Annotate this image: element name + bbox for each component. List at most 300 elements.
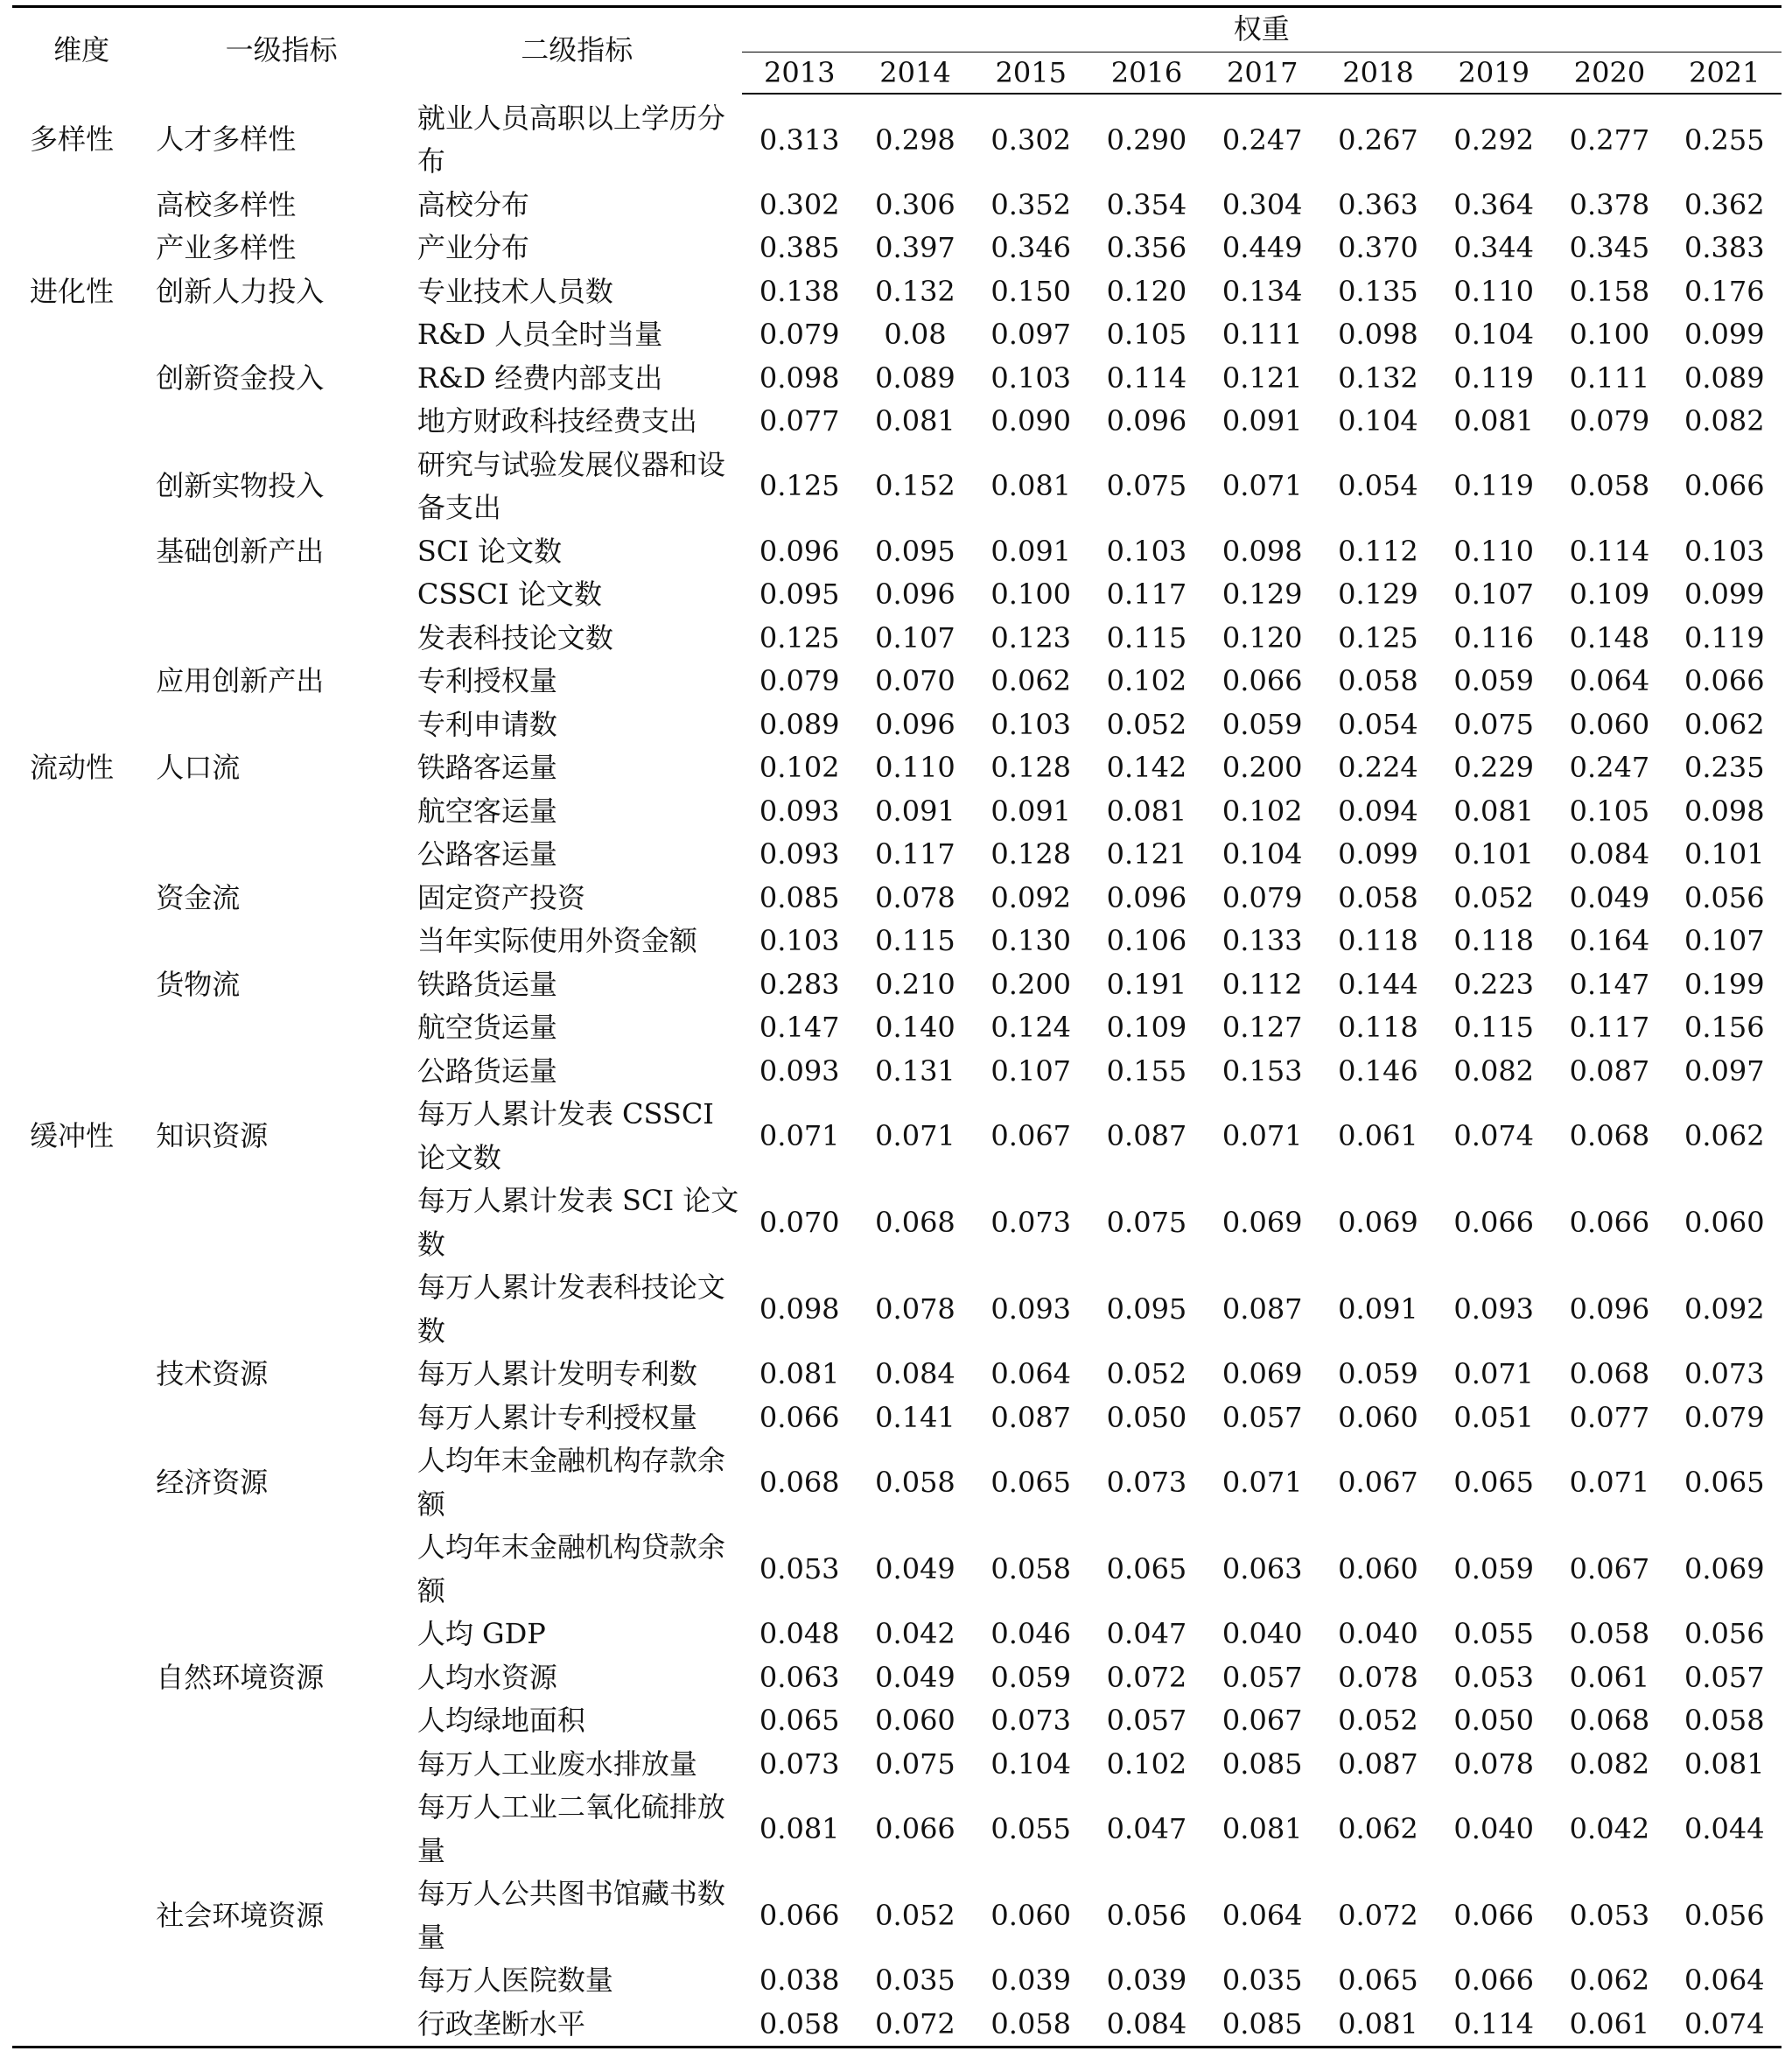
weight-value-cell: 0.068 — [1569, 1704, 1650, 1737]
table-row — [12, 746, 1782, 790]
weight-value-cell: 0.267 — [1338, 122, 1418, 157]
weight-value-cell: 0.096 — [875, 707, 956, 741]
dimension-cell — [12, 1786, 150, 1872]
dimension-cell — [12, 920, 150, 963]
weight-value-cell: 0.123 — [990, 620, 1072, 654]
dimension-cell — [12, 1526, 150, 1613]
dimension-cell — [12, 790, 150, 834]
level1-indicator-cell — [150, 2003, 412, 2048]
weight-value-cell: 0.066 — [1684, 469, 1765, 503]
weight-value-cell: 0.050 — [1453, 1704, 1535, 1737]
level2-indicator-cell: SCI 论文数 — [416, 534, 563, 568]
weight-value-cell: 0.120 — [1106, 274, 1187, 308]
weight-value-cell: 0.062 — [1684, 1118, 1765, 1152]
weight-value-cell: 0.073 — [759, 1746, 840, 1781]
weight-value-cell: 0.115 — [875, 924, 956, 957]
level2-indicator-cell: 专利授权量 — [416, 664, 557, 697]
weight-value-cell: 0.049 — [875, 1551, 956, 1586]
dimension-cell — [12, 1396, 150, 1440]
dimension-cell — [12, 1006, 150, 1050]
weight-value-cell: 0.071 — [1453, 1357, 1535, 1390]
weight-value-cell: 0.118 — [1453, 924, 1535, 957]
weight-value-cell: 0.223 — [1453, 967, 1535, 1001]
weight-value-cell: 0.111 — [1569, 360, 1650, 395]
level1-indicator-cell — [150, 313, 412, 357]
weight-value-cell: 0.079 — [1222, 880, 1303, 914]
weight-value-cell: 0.058 — [875, 1465, 956, 1499]
weight-value-cell: 0.229 — [1453, 751, 1535, 784]
weight-value-cell: 0.100 — [990, 578, 1072, 611]
weight-value-cell: 0.101 — [1684, 837, 1765, 871]
weight-value-cell: 0.075 — [1106, 1205, 1187, 1239]
weight-value-cell: 0.141 — [875, 1400, 956, 1434]
level2-indicator-cell: 发表科技论文数 — [416, 620, 613, 654]
level1-indicator-cell — [150, 1396, 412, 1440]
weight-value-cell: 0.049 — [875, 1660, 956, 1694]
header-year: 2018 — [1320, 52, 1436, 94]
weight-value-cell: 0.277 — [1569, 122, 1650, 157]
header-level1: 一级指标 — [150, 7, 412, 94]
weight-value-cell: 0.102 — [759, 751, 840, 784]
weight-value-cell: 0.052 — [875, 1898, 956, 1932]
level2-indicator-cell: 人均年末金融机构存款余额 — [416, 1444, 725, 1521]
weight-value-cell: 0.084 — [875, 1357, 956, 1390]
weight-value-cell: 0.283 — [759, 967, 840, 1001]
weight-value-cell: 0.082 — [1684, 404, 1765, 438]
weight-value-cell: 0.191 — [1106, 967, 1187, 1001]
weight-value-cell: 0.124 — [990, 1011, 1072, 1044]
weight-value-cell: 0.146 — [1338, 1054, 1418, 1088]
level2-indicator-cell: 人均水资源 — [416, 1660, 557, 1694]
weight-value-cell: 0.044 — [1684, 1811, 1765, 1845]
header-year: 2013 — [742, 52, 858, 94]
weight-value-cell: 0.072 — [1338, 1898, 1418, 1932]
weight-value-cell: 0.078 — [875, 1292, 956, 1326]
level2-indicator-cell: 产业分布 — [416, 231, 529, 264]
weight-value-cell: 0.364 — [1453, 187, 1535, 221]
weight-value-cell: 0.056 — [1106, 1898, 1187, 1932]
weight-value-cell: 0.164 — [1569, 924, 1650, 957]
weight-value-cell: 0.058 — [1338, 664, 1418, 697]
weight-value-cell: 0.132 — [1338, 360, 1418, 395]
weight-value-cell: 0.147 — [1569, 967, 1650, 1001]
level1-indicator-cell — [150, 1959, 412, 2003]
weight-value-cell: 0.313 — [759, 122, 840, 157]
weight-value-cell: 0.098 — [1684, 794, 1765, 828]
weight-value-cell: 0.093 — [990, 1292, 1072, 1326]
dimension-cell — [12, 1266, 150, 1353]
weight-value-cell: 0.099 — [1338, 837, 1418, 871]
weight-value-cell: 0.235 — [1684, 751, 1765, 784]
weight-value-cell: 0.134 — [1222, 274, 1303, 308]
weight-value-cell: 0.053 — [1569, 1898, 1650, 1932]
weight-value-cell: 0.070 — [875, 664, 956, 697]
weight-value-cell: 0.302 — [759, 187, 840, 221]
dimension-cell — [12, 1656, 150, 1700]
weight-value-cell: 0.096 — [875, 578, 956, 611]
level2-indicator-cell: 固定资产投资 — [416, 880, 585, 914]
weight-value-cell: 0.091 — [875, 794, 956, 828]
weight-value-cell: 0.128 — [990, 751, 1072, 784]
weight-value-cell: 0.102 — [1106, 664, 1187, 697]
weight-value-cell: 0.346 — [990, 231, 1072, 264]
weight-value-cell: 0.055 — [1453, 1617, 1535, 1650]
weight-value-cell: 0.110 — [875, 751, 956, 784]
weight-value-cell: 0.060 — [1569, 707, 1650, 741]
weight-value-cell: 0.057 — [1684, 1660, 1765, 1694]
weight-value-cell: 0.046 — [990, 1617, 1072, 1650]
weight-value-cell: 0.096 — [1106, 880, 1187, 914]
table-row — [12, 1959, 1782, 2003]
weight-value-cell: 0.092 — [990, 880, 1072, 914]
weight-value-cell: 0.344 — [1453, 231, 1535, 264]
level1-indicator-cell: 应用创新产出 — [156, 664, 325, 697]
table-header — [12, 7, 1782, 94]
weight-value-cell: 0.109 — [1569, 578, 1650, 611]
weight-value-cell: 0.104 — [1453, 318, 1535, 351]
level1-indicator-cell: 人口流 — [156, 751, 241, 784]
weight-value-cell: 0.153 — [1222, 1054, 1303, 1088]
level1-indicator-cell — [150, 920, 412, 963]
weight-value-cell: 0.103 — [1106, 534, 1187, 568]
weight-value-cell: 0.378 — [1569, 187, 1650, 221]
level2-indicator-cell: 研究与试验发展仪器和设备支出 — [416, 447, 725, 524]
table-row — [12, 704, 1782, 747]
weight-value-cell: 0.057 — [1106, 1704, 1187, 1737]
table-row — [12, 530, 1782, 574]
weight-value-cell: 0.040 — [1338, 1617, 1418, 1650]
level1-indicator-cell — [150, 790, 412, 834]
table-row — [12, 1266, 1782, 1353]
table-row — [12, 94, 1782, 184]
level1-indicator-cell: 技术资源 — [156, 1357, 269, 1390]
weight-value-cell: 0.397 — [875, 231, 956, 264]
weight-value-cell: 0.085 — [1205, 2003, 1320, 2048]
weight-value-cell: 0.095 — [875, 534, 956, 568]
dimension-cell — [12, 573, 150, 617]
weight-value-cell: 0.061 — [1569, 1660, 1650, 1694]
weight-value-cell: 0.119 — [1453, 360, 1535, 395]
weight-value-cell: 0.098 — [1222, 534, 1303, 568]
weight-value-cell: 0.051 — [1453, 1400, 1535, 1434]
weight-value-cell: 0.087 — [1222, 1292, 1303, 1326]
table-row — [12, 270, 1782, 314]
weight-value-cell: 0.087 — [1106, 1118, 1187, 1152]
weight-value-cell: 0.070 — [759, 1205, 840, 1239]
weight-value-cell: 0.199 — [1684, 967, 1765, 1001]
level1-indicator-cell: 创新资金投入 — [156, 360, 325, 395]
header-year: 2014 — [858, 52, 973, 94]
level1-indicator-cell: 创新实物投入 — [156, 469, 325, 503]
weight-value-cell: 0.081 — [875, 404, 956, 438]
weight-value-cell: 0.363 — [1338, 187, 1418, 221]
weight-value-cell: 0.128 — [990, 837, 1072, 871]
weight-value-cell: 0.052 — [1106, 1357, 1187, 1390]
weight-value-cell: 0.091 — [990, 794, 1072, 828]
weight-value-cell: 0.058 — [1569, 469, 1650, 503]
weight-value-cell: 0.078 — [875, 880, 956, 914]
table-row — [12, 1872, 1782, 1959]
weight-value-cell: 0.097 — [1684, 1054, 1765, 1088]
dimension-cell — [12, 963, 150, 1007]
weight-value-cell: 0.047 — [1106, 1811, 1187, 1845]
weight-value-cell: 0.058 — [1338, 880, 1418, 914]
weight-value-cell: 0.075 — [1106, 469, 1187, 503]
weight-value-cell: 0.107 — [875, 620, 956, 654]
weight-value-cell: 0.087 — [1569, 1054, 1650, 1088]
weight-value-cell: 0.147 — [759, 1011, 840, 1044]
dimension-cell — [12, 1959, 150, 2003]
table-row — [12, 1353, 1782, 1396]
table-row — [12, 1396, 1782, 1440]
table-row — [12, 400, 1782, 444]
weight-value-cell: 0.066 — [1453, 1964, 1535, 1997]
weight-value-cell: 0.066 — [1222, 664, 1303, 697]
dimension-cell — [12, 1699, 150, 1743]
table-row — [12, 963, 1782, 1007]
weight-value-cell: 0.129 — [1222, 578, 1303, 611]
weight-value-cell: 0.370 — [1338, 231, 1418, 264]
weight-value-cell: 0.093 — [759, 1054, 840, 1088]
table-row — [12, 1613, 1782, 1656]
weight-value-cell: 0.035 — [875, 1964, 956, 1997]
weight-value-cell: 0.067 — [1222, 1704, 1303, 1737]
weight-value-cell: 0.109 — [1106, 1011, 1187, 1044]
weight-value-cell: 0.079 — [759, 664, 840, 697]
weight-value-cell: 0.093 — [759, 794, 840, 828]
weight-value-cell: 0.102 — [1106, 1746, 1187, 1781]
weight-value-cell: 0.099 — [1684, 578, 1765, 611]
weight-value-cell: 0.065 — [1338, 1964, 1418, 1997]
weight-value-cell: 0.247 — [1569, 751, 1650, 784]
table-row — [12, 444, 1782, 530]
level1-indicator-cell: 知识资源 — [156, 1118, 269, 1152]
weight-value-cell: 0.065 — [1453, 1465, 1535, 1499]
level2-indicator-cell: 每万人工业二氧化硫排放量 — [416, 1790, 725, 1867]
weight-value-cell: 0.066 — [1684, 664, 1765, 697]
weight-value-cell: 0.042 — [875, 1617, 956, 1650]
dimension-cell — [12, 1353, 150, 1396]
weight-value-cell: 0.103 — [990, 360, 1072, 395]
weight-value-cell: 0.058 — [990, 1551, 1072, 1586]
dimension-cell — [12, 400, 150, 444]
weight-value-cell: 0.060 — [1684, 1205, 1765, 1239]
weight-value-cell: 0.117 — [1569, 1011, 1650, 1044]
weight-value-cell: 0.060 — [990, 1898, 1072, 1932]
weight-value-cell: 0.130 — [990, 924, 1072, 957]
level2-indicator-cell: 人均绿地面积 — [416, 1704, 585, 1737]
dimension-cell — [12, 2003, 150, 2048]
table-row — [12, 1656, 1782, 1700]
table-row — [12, 1526, 1782, 1613]
weight-value-cell: 0.068 — [875, 1205, 956, 1239]
weight-value-cell: 0.047 — [1106, 1617, 1187, 1650]
weight-value-cell: 0.058 — [1569, 1617, 1650, 1650]
weight-value-cell: 0.121 — [1106, 837, 1187, 871]
weight-value-cell: 0.066 — [1569, 1205, 1650, 1239]
level2-indicator-cell: R&D 经费内部支出 — [416, 360, 663, 395]
level1-indicator-cell — [150, 400, 412, 444]
dimension-cell — [12, 833, 150, 877]
level1-indicator-cell — [150, 1050, 412, 1094]
weight-value-cell: 0.101 — [1453, 837, 1535, 871]
level2-indicator-cell: 每万人累计专利授权量 — [416, 1400, 697, 1434]
weight-value-cell: 0.062 — [1684, 707, 1765, 741]
weight-value-cell: 0.059 — [1453, 664, 1535, 697]
dimension-cell — [12, 1872, 150, 1959]
weight-value-cell: 0.255 — [1684, 122, 1765, 157]
weight-value-cell: 0.107 — [990, 1054, 1072, 1088]
weight-value-cell: 0.049 — [1569, 880, 1650, 914]
weight-value-cell: 0.094 — [1338, 794, 1418, 828]
level1-indicator-cell: 经济资源 — [156, 1465, 269, 1499]
header-weight: 权重 — [742, 7, 1782, 52]
dimension-cell — [12, 704, 150, 747]
table-row — [12, 1093, 1782, 1180]
weight-value-cell: 0.224 — [1338, 751, 1418, 784]
weight-value-cell: 0.061 — [1551, 2003, 1667, 2048]
dimension-cell — [12, 617, 150, 661]
weight-value-cell: 0.099 — [1684, 318, 1765, 351]
weight-value-cell: 0.200 — [990, 967, 1072, 1001]
weight-value-cell: 0.062 — [990, 664, 1072, 697]
level2-indicator-cell: 人均 GDP — [416, 1617, 546, 1650]
weight-value-cell: 0.052 — [1453, 880, 1535, 914]
indicator-weights-table — [12, 5, 1782, 2048]
table-row — [12, 660, 1782, 704]
dimension-cell: 多样性 — [30, 122, 115, 157]
weight-value-cell: 0.081 — [990, 469, 1072, 503]
weight-value-cell: 0.053 — [759, 1551, 840, 1586]
weight-value-cell: 0.385 — [759, 231, 840, 264]
weight-value-cell: 0.064 — [1684, 1964, 1765, 1997]
weight-value-cell: 0.074 — [1453, 1118, 1535, 1152]
level1-indicator-cell — [150, 1526, 412, 1613]
weight-value-cell: 0.302 — [990, 122, 1072, 157]
table-row — [12, 877, 1782, 920]
weight-value-cell: 0.075 — [875, 1746, 956, 1781]
weight-value-cell: 0.065 — [1684, 1465, 1765, 1499]
weight-value-cell: 0.082 — [1453, 1054, 1535, 1088]
weight-value-cell: 0.060 — [875, 1704, 956, 1737]
weight-value-cell: 0.042 — [1569, 1811, 1650, 1845]
weight-value-cell: 0.062 — [1569, 1964, 1650, 1997]
header-row-top — [12, 7, 1782, 52]
weight-value-cell: 0.119 — [1453, 469, 1535, 503]
dimension-cell — [12, 660, 150, 704]
weight-value-cell: 0.089 — [1684, 360, 1765, 395]
weight-value-cell: 0.115 — [1106, 620, 1187, 654]
weight-value-cell: 0.058 — [973, 2003, 1088, 2048]
level2-indicator-cell: CSSCI 论文数 — [416, 578, 602, 611]
weight-value-cell: 0.059 — [1453, 1551, 1535, 1586]
weight-value-cell: 0.060 — [1338, 1400, 1418, 1434]
weight-value-cell: 0.077 — [759, 404, 840, 438]
weight-value-cell: 0.112 — [1222, 967, 1303, 1001]
weight-value-cell: 0.104 — [1338, 404, 1418, 438]
weight-value-cell: 0.078 — [1338, 1660, 1418, 1694]
weight-value-cell: 0.065 — [990, 1465, 1072, 1499]
weight-value-cell: 0.038 — [759, 1964, 840, 1997]
level1-indicator-cell — [150, 833, 412, 877]
weight-value-cell: 0.072 — [1106, 1660, 1187, 1694]
dimension-cell — [12, 184, 150, 228]
weight-value-cell: 0.345 — [1569, 231, 1650, 264]
weight-value-cell: 0.107 — [1684, 924, 1765, 957]
weight-value-cell: 0.089 — [875, 360, 956, 395]
level1-indicator-cell: 自然环境资源 — [156, 1660, 325, 1694]
weight-value-cell: 0.040 — [1453, 1811, 1535, 1845]
weight-value-cell: 0.121 — [1222, 360, 1303, 395]
weight-value-cell: 0.093 — [759, 837, 840, 871]
dimension-cell: 流动性 — [30, 751, 115, 784]
level1-indicator-cell — [150, 704, 412, 747]
dimension-cell — [12, 1743, 150, 1787]
weight-value-cell: 0.104 — [1222, 837, 1303, 871]
level2-indicator-cell: 每万人公共图书馆藏书数量 — [416, 1877, 725, 1954]
table-body — [12, 94, 1782, 2048]
header-dimension: 维度 — [12, 7, 150, 94]
level1-indicator-cell: 高校多样性 — [156, 187, 297, 221]
weight-value-cell: 0.052 — [1338, 1704, 1418, 1737]
weight-value-cell: 0.158 — [1569, 274, 1650, 308]
weight-value-cell: 0.056 — [1684, 880, 1765, 914]
level1-indicator-cell: 货物流 — [156, 967, 241, 1001]
weight-value-cell: 0.087 — [1338, 1746, 1418, 1781]
level1-indicator-cell: 社会环境资源 — [156, 1898, 325, 1932]
dimension-cell: 进化性 — [30, 274, 115, 308]
weight-value-cell: 0.135 — [1338, 274, 1418, 308]
header-year: 2016 — [1088, 52, 1204, 94]
weight-value-cell: 0.105 — [1569, 794, 1650, 828]
weight-value-cell: 0.150 — [990, 274, 1072, 308]
weight-value-cell: 0.064 — [1569, 664, 1650, 697]
level1-indicator-cell: 人才多样性 — [156, 122, 297, 157]
weight-value-cell: 0.081 — [759, 1357, 840, 1390]
level1-indicator-cell — [150, 1699, 412, 1743]
weight-value-cell: 0.071 — [875, 1118, 956, 1152]
weight-value-cell: 0.057 — [1222, 1660, 1303, 1694]
weight-value-cell: 0.098 — [1338, 318, 1418, 351]
weight-value-cell: 0.114 — [1106, 360, 1187, 395]
header-level2: 二级指标 — [412, 7, 742, 94]
weight-value-cell: 0.120 — [1222, 620, 1303, 654]
dimension-cell — [12, 1439, 150, 1526]
level2-indicator-cell: 专利申请数 — [416, 707, 557, 741]
level1-indicator-cell — [150, 1613, 412, 1656]
level2-indicator-cell: 铁路货运量 — [416, 967, 557, 1001]
level2-indicator-cell: 每万人累计发表 CSSCI 论文数 — [416, 1097, 714, 1174]
weight-value-cell: 0.290 — [1106, 122, 1187, 157]
weight-value-cell: 0.057 — [1222, 1400, 1303, 1434]
weight-value-cell: 0.063 — [759, 1660, 840, 1694]
dimension-cell — [12, 1613, 150, 1656]
level2-indicator-cell: 航空货运量 — [416, 1011, 557, 1044]
weight-value-cell: 0.067 — [1569, 1551, 1650, 1586]
weight-value-cell: 0.091 — [990, 534, 1072, 568]
weight-value-cell: 0.069 — [1338, 1205, 1418, 1239]
dimension-cell — [12, 313, 150, 357]
weight-value-cell: 0.071 — [1569, 1465, 1650, 1499]
weight-value-cell: 0.073 — [990, 1704, 1072, 1737]
weight-value-cell: 0.081 — [1453, 794, 1535, 828]
weight-value-cell: 0.069 — [1222, 1357, 1303, 1390]
weight-value-cell: 0.138 — [759, 274, 840, 308]
weight-value-cell: 0.053 — [1453, 1660, 1535, 1694]
weight-value-cell: 0.039 — [1106, 1964, 1187, 1997]
weight-value-cell: 0.063 — [1222, 1551, 1303, 1586]
weight-value-cell: 0.066 — [759, 1898, 840, 1932]
